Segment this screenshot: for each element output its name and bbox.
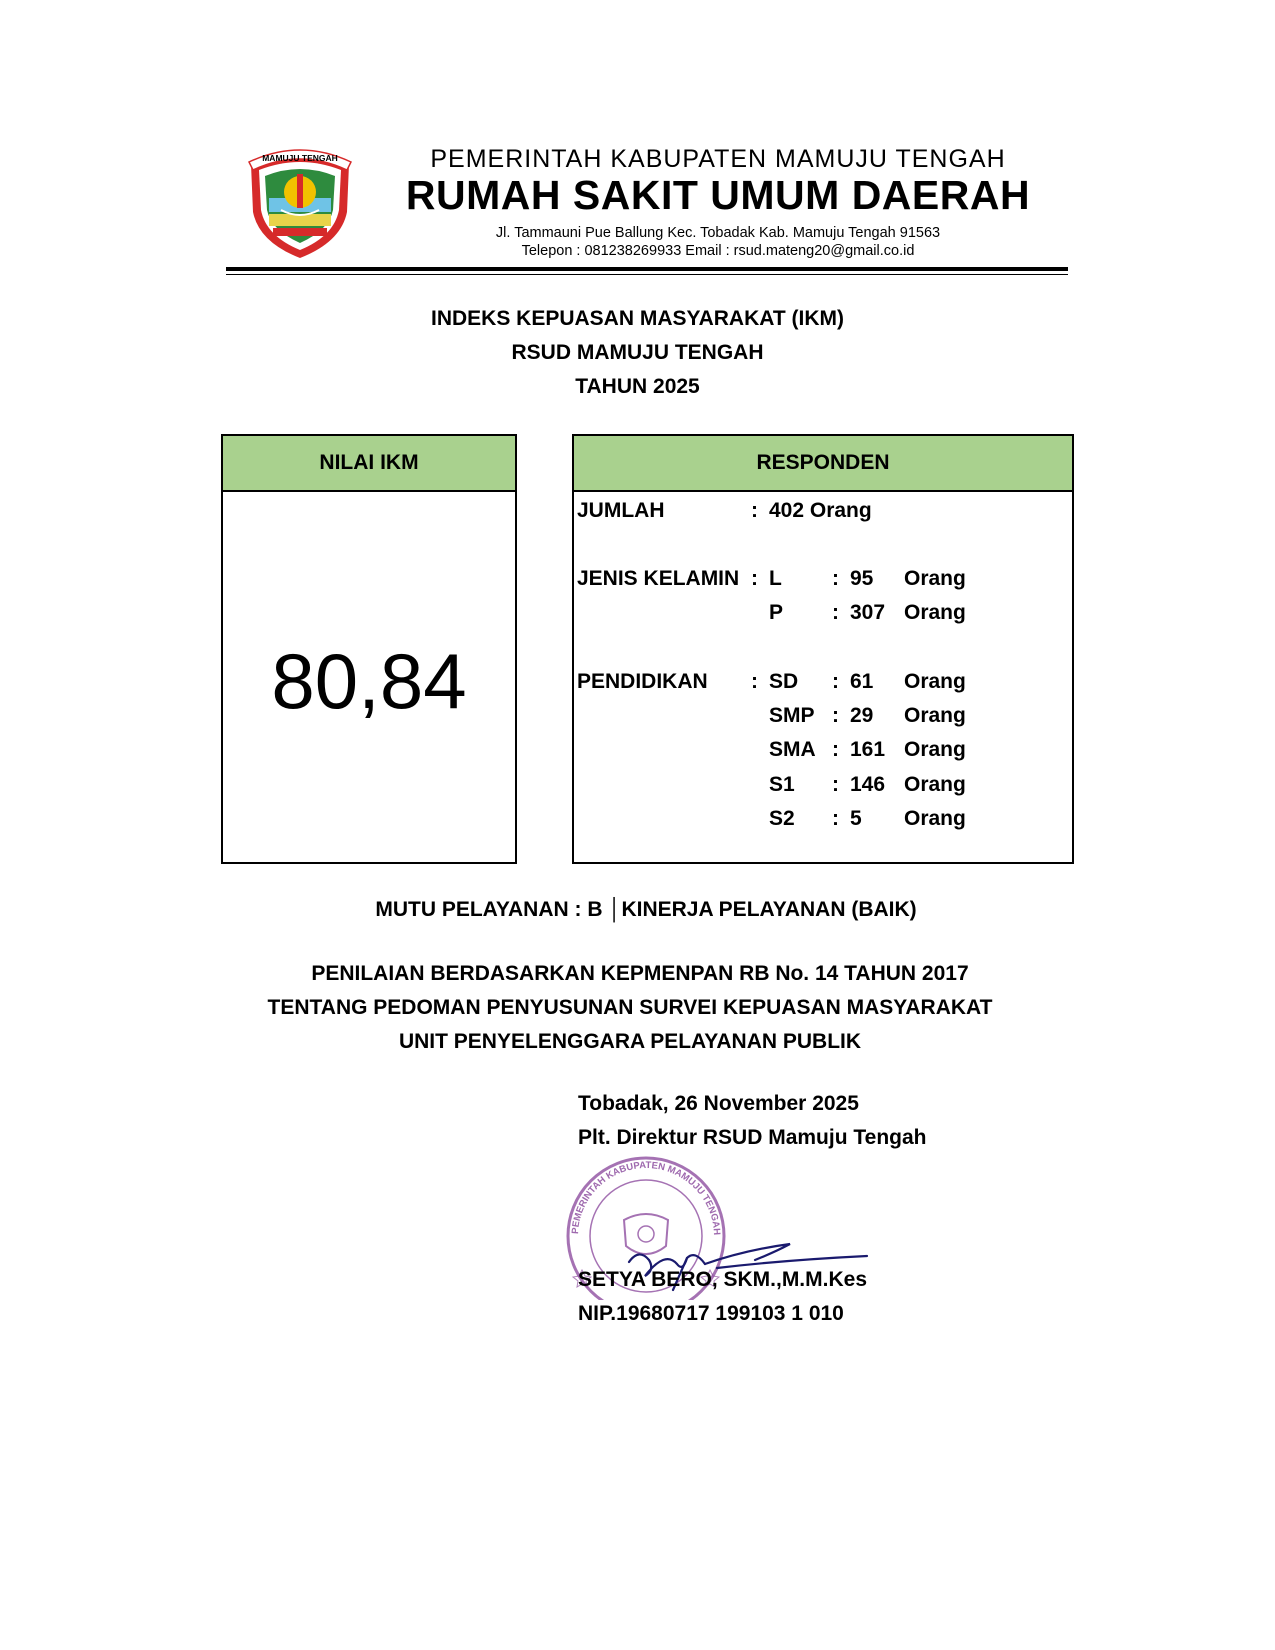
colon: : [832, 601, 839, 624]
total-value: 402 Orang [769, 499, 872, 522]
education-count: 5 [850, 807, 862, 830]
education-unit: Orang [904, 670, 966, 693]
education-unit: Orang [904, 738, 966, 761]
service-quality: MUTU PELAYANAN : B │KINERJA PELAYANAN (BAIK) [375, 898, 917, 921]
gender-count: 95 [850, 567, 874, 590]
letterhead-contact: Telepon : 081238269933 Email : rsud.mateng20@gmail.co.id [521, 243, 915, 259]
regency-emblem-icon [243, 142, 357, 260]
education-count: 161 [850, 738, 886, 761]
respondent-header: RESPONDEN [574, 436, 1072, 492]
ikm-score-value: 80,84 [271, 637, 467, 725]
education-label: PENDIDIKAN [577, 670, 708, 693]
education-code: SMP [769, 704, 815, 727]
signer-nip: NIP.19680717 199103 1 010 [578, 1302, 844, 1325]
education-code: S2 [769, 807, 795, 830]
education-count: 29 [850, 704, 874, 727]
legal-basis-line1: PENILAIAN BERDASARKAN KEPMENPAN RB No. 14 TAHUN 2017 [311, 962, 969, 985]
education-unit: Orang [904, 773, 966, 796]
letterhead-rule-thin [226, 274, 1068, 275]
colon: : [832, 773, 839, 796]
colon: : [832, 807, 839, 830]
svg-text:MAMUJU TENGAH: MAMUJU TENGAH [262, 153, 338, 163]
gender-code: L [769, 567, 782, 590]
gender-label: JENIS KELAMIN [577, 567, 740, 590]
colon: : [832, 738, 839, 761]
report-year: TAHUN 2025 [575, 375, 700, 398]
colon: : [751, 499, 758, 522]
education-code: SMA [769, 738, 816, 761]
legal-basis-line2: TENTANG PEDOMAN PENYUSUNAN SURVEI KEPUASAN MASYARAKAT [267, 996, 993, 1019]
ikm-score-header: NILAI IKM [223, 436, 515, 492]
education-unit: Orang [904, 704, 966, 727]
education-unit: Orang [904, 807, 966, 830]
letterhead-government: PEMERINTAH KABUPATEN MAMUJU TENGAH [430, 145, 1006, 173]
svg-text:PEMERINTAH KABUPATEN MAMUJU TE: PEMERINTAH KABUPATEN MAMUJU TENGAH [569, 1159, 723, 1236]
education-code: SD [769, 670, 799, 693]
signer-position: Plt. Direktur RSUD Mamuju Tengah [578, 1126, 927, 1149]
gender-code: P [769, 601, 784, 624]
ikm-score-box [221, 434, 517, 864]
colon: : [832, 704, 839, 727]
place-date: Tobadak, 26 November 2025 [578, 1092, 859, 1115]
report-subtitle: RSUD MAMUJU TENGAH [511, 341, 764, 364]
colon: : [751, 567, 758, 590]
colon: : [832, 567, 839, 590]
colon: : [751, 670, 758, 693]
letterhead-rule-thick [226, 267, 1068, 271]
signer-name: SETYA BERO, SKM.,M.M.Kes [578, 1268, 867, 1291]
gender-count: 307 [850, 601, 886, 624]
colon: : [832, 670, 839, 693]
report-title: INDEKS KEPUASAN MASYARAKAT (IKM) [430, 307, 845, 330]
total-label: JUMLAH [577, 499, 665, 522]
education-code: S1 [769, 773, 795, 796]
respondent-box [572, 434, 1074, 864]
legal-basis-line3: UNIT PENYELENGGARA PELAYANAN PUBLIK [398, 1030, 862, 1053]
education-count: 146 [850, 773, 886, 796]
letterhead-address: Jl. Tammauni Pue Ballung Kec. Tobadak Kab. Mamuju Tengah 91563 [495, 225, 941, 241]
gender-unit: Orang [904, 567, 966, 590]
gender-unit: Orang [904, 601, 966, 624]
education-count: 61 [850, 670, 874, 693]
letterhead-institution: RUMAH SAKIT UMUM DAERAH [405, 172, 1031, 218]
